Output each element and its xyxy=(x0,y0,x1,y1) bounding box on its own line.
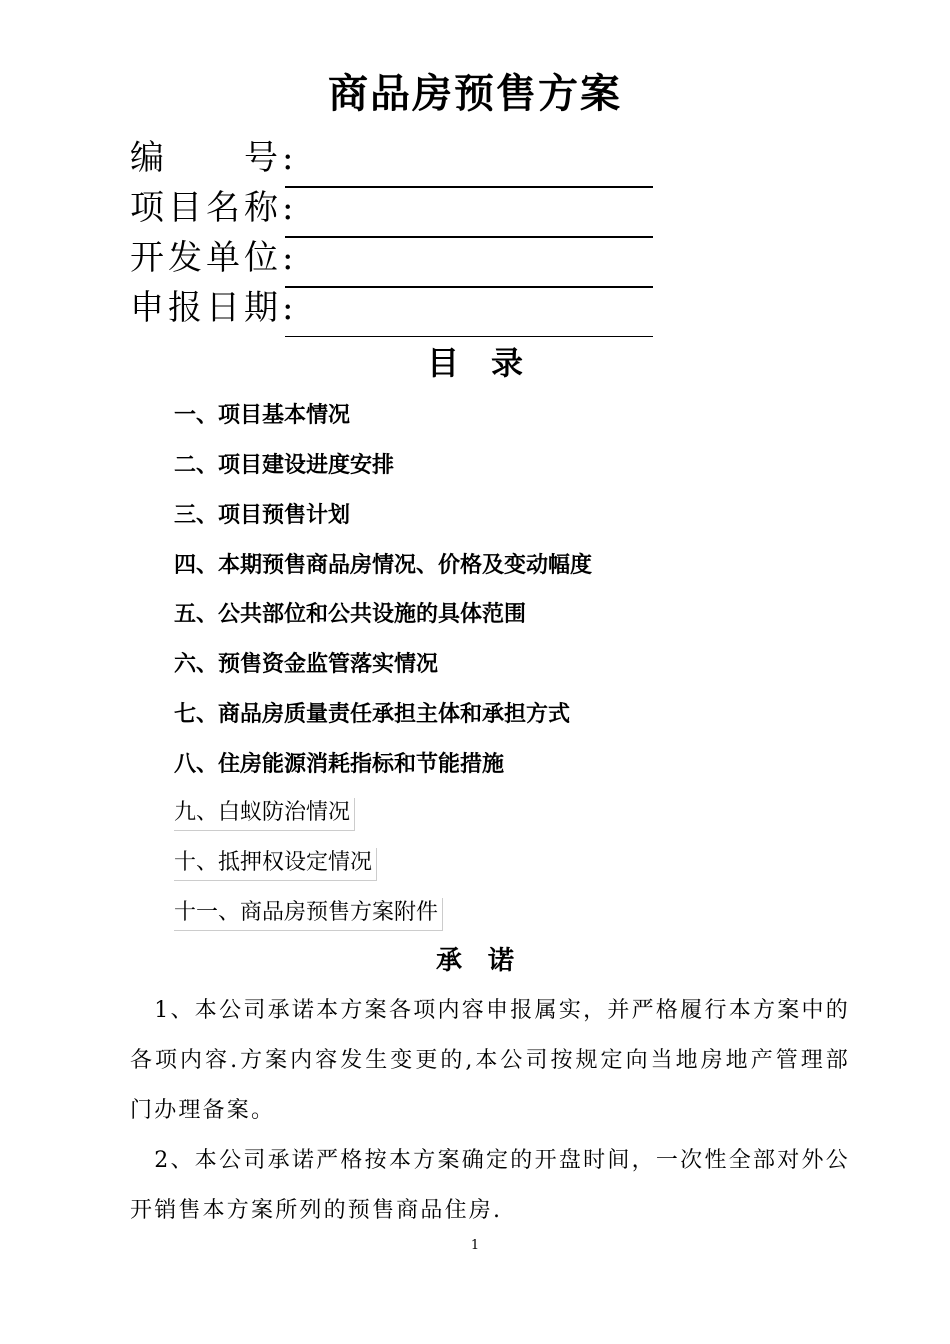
toc-item: 三、项目预售计划 xyxy=(174,502,351,528)
toc-item: 一、项目基本情况 xyxy=(174,402,351,428)
toc-item: 七、商品房质量责任承担主体和承担方式 xyxy=(174,701,571,727)
pledge-title: 承 诺 xyxy=(435,946,514,976)
toc-item: 五、公共部位和公共设施的具体范围 xyxy=(174,601,527,627)
toc-title: 目 录 xyxy=(426,344,523,382)
field-label-project-name: 项目名称: xyxy=(130,188,298,228)
pledge-paragraph: 2、本公司承诺严格按本方案确定的开盘时间，一次性全部对外公开销售本方案所列的预售商品住房. xyxy=(130,1148,850,1223)
field-line-project-name xyxy=(285,186,653,188)
toc-item: 十、抵押权设定情况 xyxy=(174,848,377,881)
toc-item: 九、白蚁防治情况 xyxy=(174,798,355,831)
page-title: 商品房预售方案 xyxy=(328,71,622,117)
page-number: 1 xyxy=(470,1238,480,1253)
pledge-paragraph: 1、本公司承诺本方案各项内容申报属实，并严格履行本方案中的各项内容.方案内容发生变更的,本公司按规定向当地房地产管理部门办理备案。 xyxy=(130,998,850,1123)
toc-item: 四、本期预售商品房情况、价格及变动幅度 xyxy=(174,552,593,578)
toc-item: 六、预售资金监管落实情况 xyxy=(174,651,439,677)
field-label-developer: 开发单位: xyxy=(130,238,298,278)
field-line-report-date xyxy=(285,286,653,288)
toc-item: 二、项目建设进度安排 xyxy=(174,452,395,478)
field-label-number: 编 号: xyxy=(130,138,298,178)
toc-item: 十一、商品房预售方案附件 xyxy=(174,898,443,931)
field-label-report-date: 申报日期: xyxy=(130,288,298,328)
field-line-developer xyxy=(285,236,653,238)
field-line-bottom xyxy=(285,336,653,337)
toc-item: 八、住房能源消耗指标和节能措施 xyxy=(174,751,505,777)
